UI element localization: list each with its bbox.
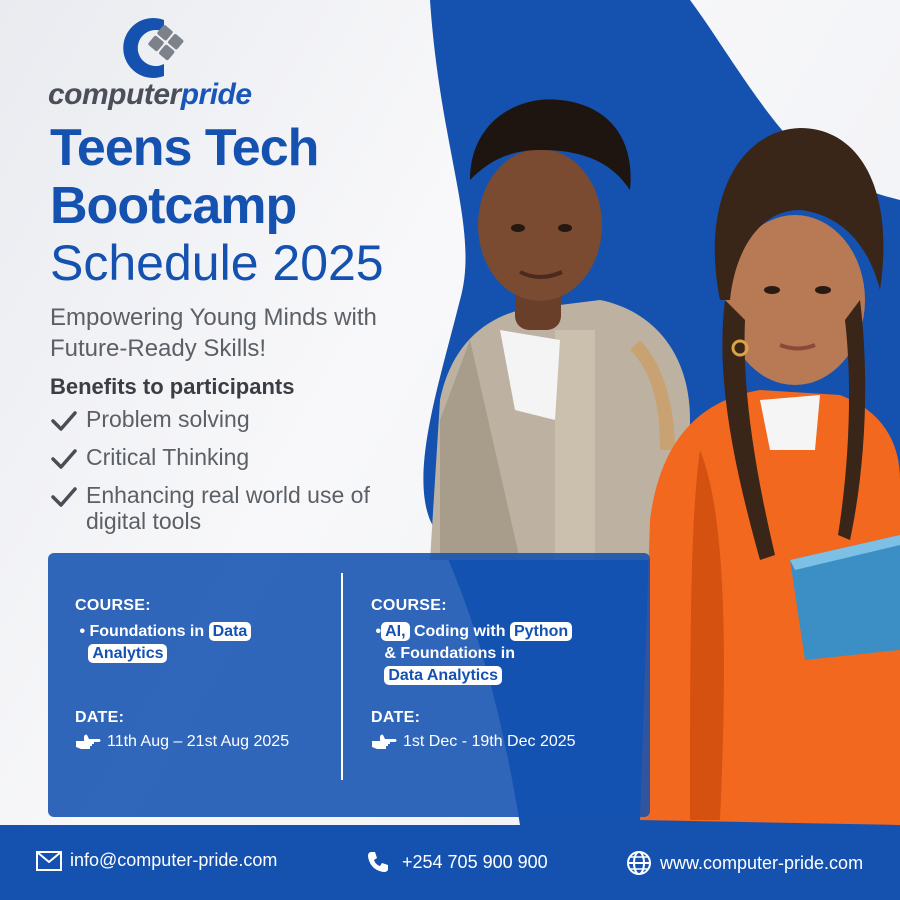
course-highlight: Data Analytics	[384, 666, 502, 685]
brand-wordmark	[48, 78, 252, 112]
date-row	[75, 733, 289, 751]
brand-wordmark-part1: computer	[48, 78, 181, 111]
benefits-list	[50, 406, 380, 544]
benefit-text: Problem solving	[86, 406, 250, 432]
date-value: 11th Aug – 21st Aug 2025	[107, 733, 290, 750]
benefit-item	[50, 406, 380, 434]
course-bullet: •	[375, 623, 382, 640]
course-label: COURSE:	[371, 597, 447, 614]
subtitle: Empowering Young Minds with Future-Ready Skills!	[50, 304, 377, 362]
benefit-text: Enhancing real world use of digital tools	[86, 482, 370, 534]
website-contact[interactable]	[626, 850, 863, 876]
page-title	[50, 119, 384, 291]
schedule-right-course	[371, 597, 631, 687]
computerpride-logo-icon	[120, 14, 192, 80]
email-contact[interactable]	[36, 850, 277, 871]
course-highlight: Python	[510, 622, 572, 641]
boy-figure	[430, 99, 690, 560]
phone-text[interactable]: +254 705 900 900	[402, 851, 548, 872]
check-icon	[50, 484, 78, 510]
globe-icon	[626, 850, 652, 876]
date-value: 1st Dec - 19th Dec 2025	[403, 733, 576, 750]
envelope-icon	[36, 851, 62, 871]
course-description	[75, 621, 325, 665]
benefit-text: Critical Thinking	[86, 444, 250, 470]
email-text[interactable]: info@computer-pride.com	[70, 850, 278, 870]
contact-footer	[0, 825, 900, 900]
course-highlight: Data	[209, 622, 252, 641]
benefit-item	[50, 444, 380, 472]
benefits-heading: Benefits to participants	[50, 374, 295, 399]
phone-contact[interactable]	[366, 850, 548, 874]
title-line-1: Teens Tech	[50, 119, 319, 177]
pointing-hand-icon	[371, 733, 397, 751]
brand-wordmark-part2: pride	[180, 78, 252, 111]
schedule-left-course	[75, 597, 325, 665]
date-row	[371, 733, 576, 751]
brand-logo	[48, 14, 288, 114]
date-label: DATE:	[75, 709, 125, 726]
schedule-divider	[341, 573, 343, 780]
title-line-2: Bootcamp	[50, 177, 297, 235]
date-label: DATE:	[371, 709, 421, 726]
website-text[interactable]: www.computer-pride.com	[660, 852, 864, 873]
check-icon	[50, 446, 78, 472]
pointing-hand-icon	[75, 733, 101, 751]
course-highlight: AI,	[381, 622, 409, 641]
course-text: & Foundations in	[384, 645, 515, 662]
title-line-3: Schedule 2025	[50, 235, 384, 291]
schedule-panel	[48, 553, 650, 817]
course-text: • Foundations in	[79, 623, 205, 640]
schedule-right-date	[371, 709, 576, 751]
phone-icon	[366, 850, 390, 874]
check-icon	[50, 408, 78, 434]
girl-figure	[640, 128, 900, 825]
course-text: Coding with	[413, 623, 506, 640]
course-highlight: Analytics	[88, 644, 167, 663]
schedule-left-date	[75, 709, 289, 751]
course-label: COURSE:	[75, 597, 151, 614]
benefit-item	[50, 482, 380, 534]
course-description	[371, 621, 631, 687]
